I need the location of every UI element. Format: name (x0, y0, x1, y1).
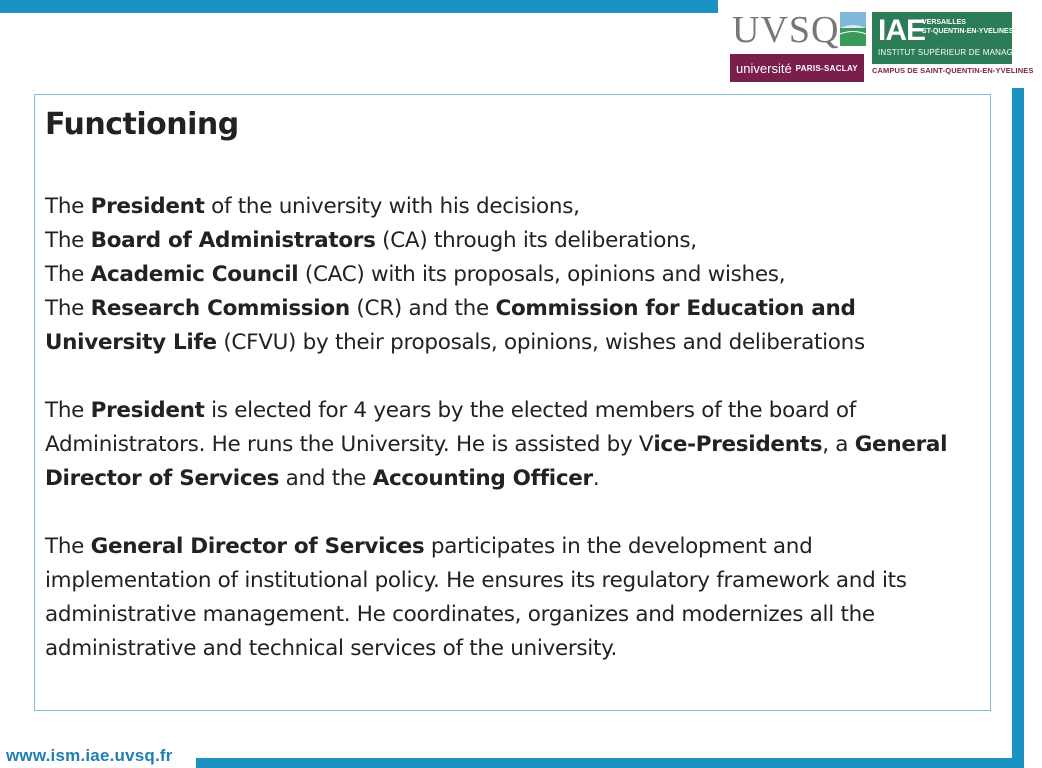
iae-line1: VERSAILLES (922, 19, 966, 26)
content-box (34, 94, 991, 711)
right-accent-bar (1012, 88, 1024, 768)
paragraph-general-director: The General Director of Services participates in the development and implementation of institutional policy. He ensures its regulatory framework and its administrative management. He coordinates, organizes and modernizes all the administrative and technical services of the university. (45, 534, 907, 661)
iae-line2: ST-QUENTIN-EN-YVELINES (922, 28, 1014, 35)
paris-saclay-prefix: université (736, 60, 792, 76)
top-accent-bar (0, 0, 718, 13)
paragraph-functioning: The President of the university with his decisions, The Board of Administrators (CA) through its deliberations, The Academic Council (CAC) with its proposals, opinions and wishes, The Research Commission (CR) and the Commission for Education and University Life (CFVU) by their proposals, opinions, wishes and deliberations (45, 194, 865, 355)
iae-letters: IAE (878, 14, 926, 47)
slide-title: Functioning (45, 107, 239, 142)
uvsq-logo-text: UVSQ (732, 9, 840, 51)
paragraph-president: The President is elected for 4 years by the elected members of the board of Administrators. He runs the University. He is assisted by Vice-Presidents, a General Director of Services and the Accounting Officer. (45, 398, 948, 491)
slide-body (45, 190, 980, 666)
iae-campus: CAMPUS DE SAINT-QUENTIN-EN-YVELINES (872, 66, 1034, 75)
uvsq-emblem-icon (840, 12, 866, 46)
iae-institute: INSTITUT SUPÉRIEUR DE MANAGEMENT (878, 48, 1042, 57)
footer-url-link[interactable]: www.ism.iae.uvsq.fr (6, 746, 173, 765)
paris-saclay-logo (730, 54, 864, 82)
bottom-accent-bar (196, 758, 1012, 768)
uvsq-logo (730, 8, 864, 78)
paris-saclay-suffix: PARIS-SACLAY (795, 63, 858, 73)
iae-logo (872, 12, 1042, 78)
